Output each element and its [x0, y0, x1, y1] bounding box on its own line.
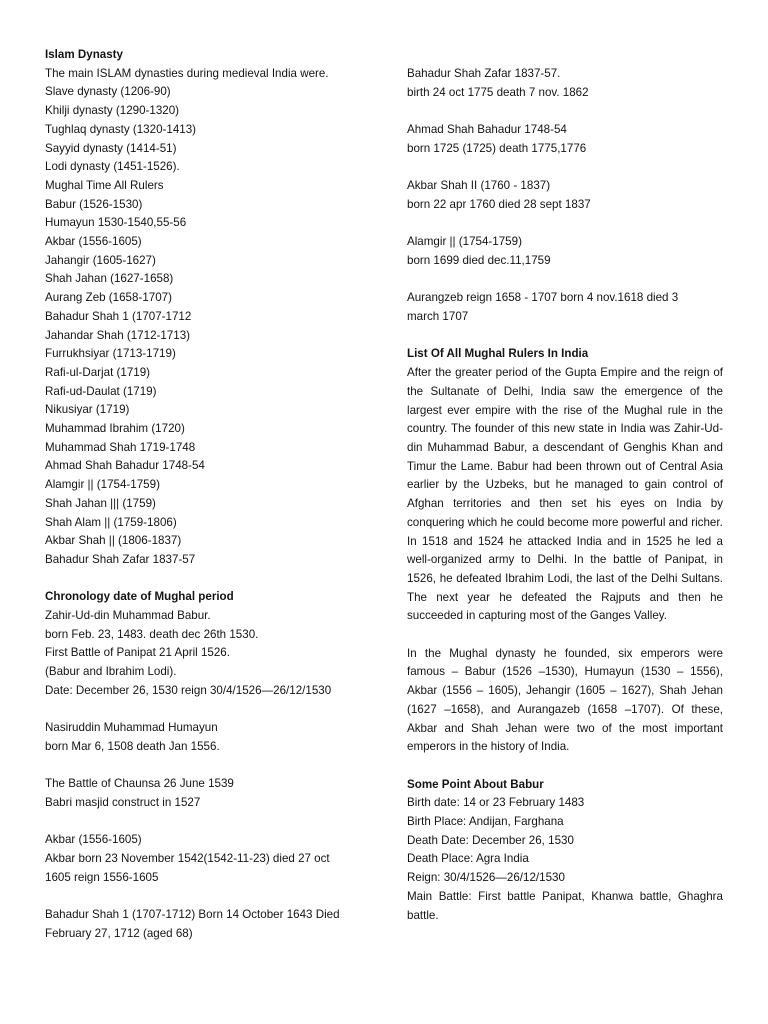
spacer — [45, 813, 367, 832]
list-item: Rafi-ul-Darjat (1719) — [45, 365, 151, 379]
text-line: Akbar born 23 November 1542(1542-11-23) died 27 oct — [45, 852, 330, 866]
list-item: Reign: 30/4/1526—26/12/1530 — [407, 871, 565, 885]
humayun-block — [45, 719, 367, 756]
list-item: Lodi dynasty (1451-1526). — [45, 160, 180, 174]
text-line: Nasiruddin Muhammad Humayun — [45, 721, 218, 735]
spacer — [407, 757, 723, 776]
list-item: Humayun 1530-1540,55-56 — [45, 216, 187, 230]
list-item: Khilji dynasty (1290-1320) — [45, 104, 180, 118]
left-column — [45, 46, 367, 944]
list-item: Akbar (1556-1605) — [45, 235, 142, 249]
akbar-shah-2-block — [407, 177, 723, 214]
islam-dynasty-list — [45, 65, 367, 570]
text-line: Akbar (1556-1605) — [45, 833, 142, 847]
text-line: born 1699 died dec.11,1759 — [407, 253, 551, 267]
babur-block — [45, 607, 367, 701]
chronology-heading: Chronology date of Mughal period — [45, 590, 234, 604]
ahmad-shah-block — [407, 121, 723, 158]
text-line: First Battle of Panipat 21 April 1526. — [45, 646, 230, 660]
list-item: Nikusiyar (1719) — [45, 403, 130, 417]
mughal-rulers-heading: List Of All Mughal Rulers In India — [407, 347, 589, 361]
list-item: Muhammad Shah 1719-1748 — [45, 440, 196, 454]
list-item: Tughlaq dynasty (1320-1413) — [45, 122, 197, 136]
list-item: Ahmad Shah Bahadur 1748-54 — [45, 459, 205, 473]
list-item: Rafi-ud-Daulat (1719) — [45, 384, 157, 398]
spacer — [407, 215, 723, 234]
list-item: Birth date: 14 or 23 February 1483 — [407, 796, 585, 810]
spacer — [45, 757, 367, 776]
spacer — [45, 570, 367, 589]
text-line: born 22 apr 1760 died 28 sept 1837 — [407, 197, 591, 211]
islam-dynasty-heading: Islam Dynasty — [45, 48, 123, 61]
list-item: Bahadur Shah 1 (1707-1712 — [45, 309, 192, 323]
spacer — [407, 271, 723, 290]
paragraph: After the greater period of the Gupta Empire and the reign of the Sultanate of Delhi, India saw the emergence of the largest ever empire with the rise of the Mughal rule in the country. The founder of this new state in India was Zahir-Ud-din Muhammad Babur, a descendant of Genghis Khan and Timur the Lame. Babur had been thrown out of Central Asia earlier by the Uzbeks, but he managed to gain control of Afghan territories and then set his eyes on India by conquering which he could become more powerful and richer. — [407, 366, 723, 529]
paragraph: In 1518 and 1524 he attacked India and in 1525 he led a well-organized army to Delhi. In the battle of Panipat, in 1526, he defeated Ibrahim Lodi, the last of the Delhi Sultans. The next year he defeated the Rajputs and then he succeeded in capturing most of the Ganges Valley. — [407, 534, 723, 623]
list-item: Muhammad Ibrahim (1720) — [45, 422, 185, 436]
list-item: Aurang Zeb (1658-1707) — [45, 291, 172, 305]
list-item: Shah Jahan (1627-1658) — [45, 272, 174, 286]
text-line: born Mar 6, 1508 death Jan 1556. — [45, 739, 220, 753]
text-line: Ahmad Shah Bahadur 1748-54 — [407, 123, 567, 137]
text-line: (Babur and Ibrahim Lodi). — [45, 665, 177, 679]
list-item: The main ISLAM dynasties during medieval India were. — [45, 66, 329, 80]
list-item: Shah Jahan ||| (1759) — [45, 496, 156, 510]
chausa-block — [45, 775, 367, 812]
list-item: Main Battle: First battle Panipat, Khanwa battle, Ghaghra battle. — [407, 889, 723, 922]
text-line: Akbar Shah II (1760 - 1837) — [407, 179, 551, 193]
list-item: Death Date: December 26, 1530 — [407, 833, 574, 847]
list-item: Death Place: Agra India — [407, 852, 529, 866]
list-item: Sayyid dynasty (1414-51) — [45, 141, 177, 155]
spacer — [407, 327, 723, 346]
text-line: Bahadur Shah 1 (1707-1712) Born 14 October 1643 Died — [45, 908, 340, 922]
list-item: Jahandar Shah (1712-1713) — [45, 328, 191, 342]
list-item: Bahadur Shah Zafar 1837-57 — [45, 552, 196, 566]
text-line: march 1707 — [407, 310, 469, 324]
akbar-block — [45, 831, 367, 887]
alamgir-block — [407, 233, 723, 270]
list-item: Babur (1526-1530) — [45, 197, 143, 211]
paragraph: In the Mughal dynasty he founded, six emperors were famous – Babur (1526 –1530), Humayun (1530 – 1556), Akbar (1556 – 1605), Jehangir (1605 – 1627), Shah Jehan (1627 –1658), and Aurangazeb (1658 –1707). Of these, Akbar and Shah Jehan were two of the most important emperors in the history of India. — [407, 646, 723, 754]
spacer — [45, 701, 367, 720]
spacer — [45, 888, 367, 907]
text-line: Zahir-Ud-din Muhammad Babur. — [45, 609, 211, 623]
text-line: The Battle of Chaunsa 26 June 1539 — [45, 777, 234, 791]
text-line: Bahadur Shah Zafar 1837-57. — [407, 67, 561, 80]
spacer — [407, 102, 723, 121]
list-item: Shah Alam || (1759-1806) — [45, 515, 177, 529]
right-column — [407, 65, 723, 925]
text-line: February 27, 1712 (aged 68) — [45, 926, 193, 940]
zafar-block — [407, 65, 723, 102]
bahadur-shah-1-block — [45, 906, 367, 943]
list-item: Akbar Shah || (1806-1837) — [45, 534, 182, 548]
spacer — [407, 159, 723, 178]
spacer — [407, 626, 723, 645]
text-line: Aurangzeb reign 1658 - 1707 born 4 nov.1618 died 3 — [407, 291, 679, 305]
babur-points-list — [407, 794, 723, 925]
list-item: Alamgir || (1754-1759) — [45, 478, 160, 492]
text-line: birth 24 oct 1775 death 7 nov. 1862 — [407, 85, 589, 99]
list-item: Jahangir (1605-1627) — [45, 253, 156, 267]
text-line: born Feb. 23, 1483. death dec 26th 1530. — [45, 627, 259, 641]
list-item: Slave dynasty (1206-90) — [45, 85, 171, 99]
aurangzeb-block — [407, 289, 723, 326]
text-line: Alamgir || (1754-1759) — [407, 235, 522, 249]
list-item: Furrukhsiyar (1713-1719) — [45, 347, 176, 361]
babur-points-heading: Some Point About Babur — [407, 777, 544, 791]
list-item: Birth Place: Andijan, Farghana — [407, 815, 564, 829]
text-line: born 1725 (1725) death 1775,1776 — [407, 141, 587, 155]
text-line: Babri masjid construct in 1527 — [45, 796, 201, 810]
list-item: Mughal Time All Rulers — [45, 178, 164, 192]
text-line: Date: December 26, 1530 reign 30/4/1526—26/12/1530 — [45, 683, 332, 697]
text-line: 1605 reign 1556-1605 — [45, 870, 159, 884]
